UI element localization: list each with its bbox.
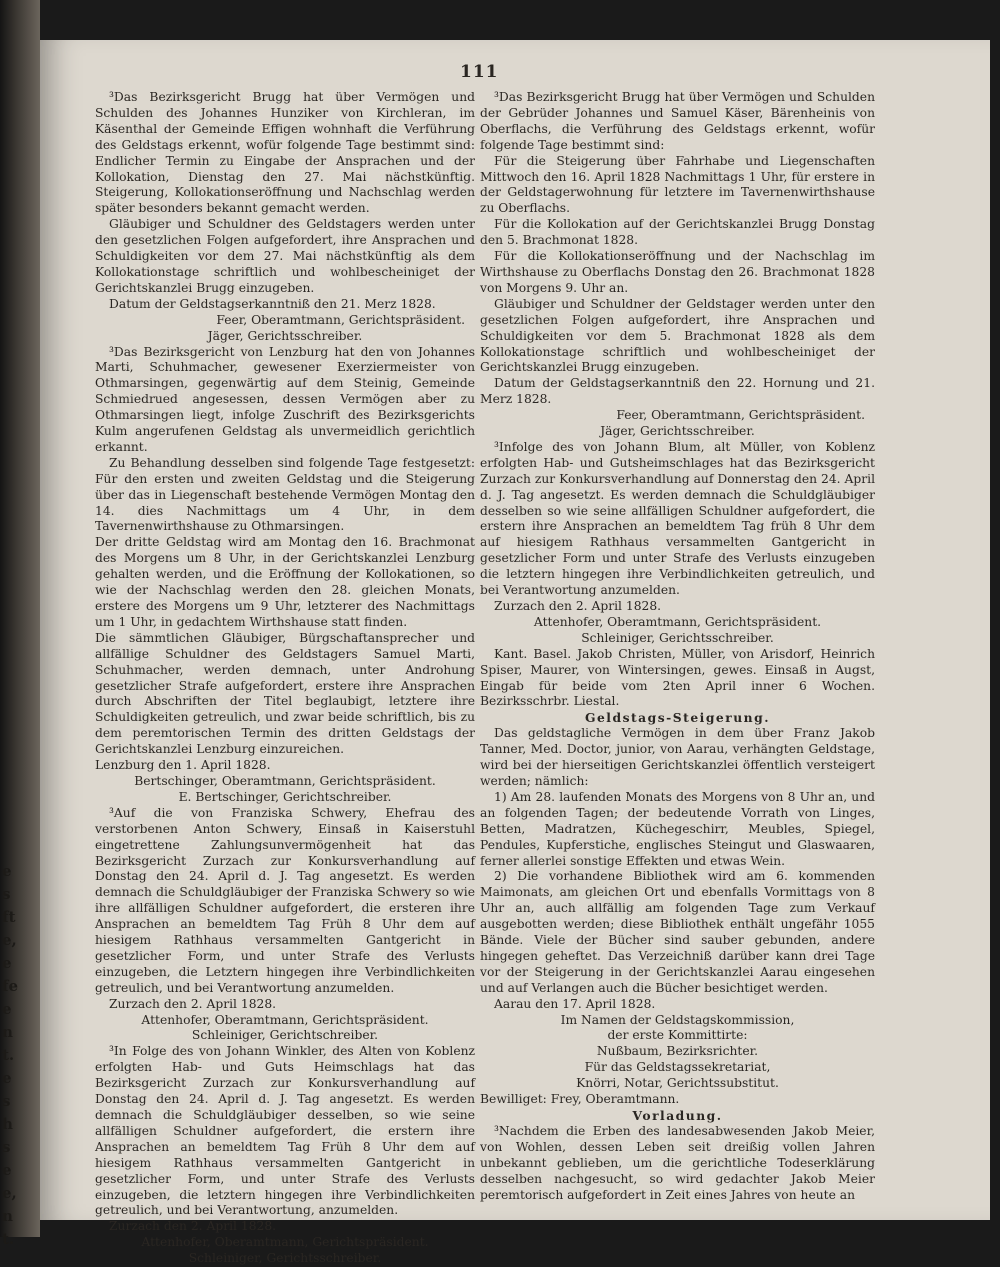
notice-paragraph: ³Das Bezirksgericht Brugg hat über Vermögen und Schulden des Johannes Hunziker von Kirchleran, im Käsenthal der Gemeinde Effigen wohnhaft die Verführung des Geldstags erkennt, wofür folgende Tage bestimmt sind: Endlicher Termin zu Eingabe der Ansprachen und der Kollokation, Dienstag den 27. Mai nächstkünftig. Steigerung, Kollokationseröffnung und Nachschlag werden später besonders bekannt gemacht werden. [95,90,475,216]
gutter-mark: e [2,954,12,972]
notice-date: Aarau den 17. April 1828. [494,996,656,1011]
notice-date: Zurzach den 2. April 1828. [109,1219,277,1234]
gutter-mark: t. [2,1046,15,1064]
notice-paragraph: ³Nachdem die Erben des landesabwesenden Jakob Meier, von Wohlen, dessen Leben seit dreißig vollen Jahren unbekannt geblieben, um die gerichtliche Todeserklärung desselben nachgesucht, so wird gedachter Jakob Meier peremtorisch aufgefordert in Zeit eines Jahres von heute an [480,1123,875,1202]
gutter-fragments [2,860,32,1251]
signature: Schleiniger, Gerichtsschreiber. [188,1251,382,1266]
notice-paragraph: ³In Folge des von Johann Winkler, des Alten von Koblenz erfolgten Hab- und Guts Heimschlags hat das Bezirksgericht Zurzach zur Konkursverhandlung auf Donstag den 24. April d. J. Tag angesetzt. Es werden demnach die Schuldgläubiger desselben, so wie seine allfälligen Schuldner aufgefordert, die erstern ihre Ansprachen an bemeldtem Tag Früh 8 Uhr dem auf hiesigem Rathhaus versammelten Gantgericht in gesetzlicher Form, und unter Strafe des Verlusts einzugeben, die letztern hingegen ihre Verbindlichkeiten getreulich, und bei Verantwortung, anzumelden. [95,1044,475,1218]
page-number: 111 [460,62,499,82]
signature: Im Namen der Geldstagskommission, [560,1012,795,1027]
notice-paragraph: 1) Am 28. laufenden Monats des Morgens von 8 Uhr an, und an folgenden Tagen; der bedeutende Vorrath von Linges, Betten, Madratzen, Küchegeschirr, Meubles, Spiegel, Pendules, Kupferstiche, englisches Steingut und Glaswaaren, ferner allerlei sonstige Effekten und etwas Wein. [480,789,875,868]
notice-paragraph: Zu Behandlung desselben sind folgende Tage festgesetzt: Für den ersten und zweiten Geldstag und die Steigerung über das in Liegenschaft bestehende Vermögen Montag den 14. dies Nachmittags um 4 Uhr, in dem Tavernenwirthshause zu Othmarsingen. [95,455,475,534]
signature: Schleiniger, Gerichtschreiber. [191,1028,379,1043]
notice-date: Zurzach den 2. April 1828. [494,599,662,613]
notice-paragraph: Für die Kollokationseröffnung und der Nachschlag im Wirthshause zu Oberflachs Donstag den 26. Brachmonat 1828 von Morgens 9. Uhr an. [480,249,875,295]
notice-paragraph: ³Das Bezirksgericht von Lenzburg hat den von Johannes Marti, Schuhmacher, gewesener Exerziermeister von Othmarsingen, gegenwärtig auf dem Steinig, Gemeinde Schmiedrued angesessen, dessen Vermögen aber zu Othmarsingen liegt, infolge Zuschrift des Bezirksgerichts Kulm angerufenen Geldstag als unvermeidlich gerichtlich erkannt. [95,344,475,454]
notice-date: Lenzburg den 1. April 1828. [95,758,271,773]
left-column [95,90,475,1267]
notice-paragraph: Für die Kollokation auf der Gerichtskanzlei Brugg Donstag den 5. Brachmonat 1828. [480,217,875,248]
gutter-mark: n [2,1207,13,1225]
gutter-mark: h [2,1115,13,1133]
newspaper-page [40,40,990,1266]
signature: Knörri, Notar, Gerichtssubstitut. [576,1076,779,1091]
notice-date: Zurzach den 2. April 1828. [109,996,277,1011]
gutter-mark: e [2,1069,12,1087]
notice-paragraph: Das geldstagliche Vermögen in dem über Franz Jakob Tanner, Med. Doctor, junior, von Aarau, verhängten Geldstage, wird bei der hierseitigen Gerichtskanzlei öffentlich versteigert werden; nämlich: [480,726,875,788]
gutter-mark: ft [2,908,16,926]
section-heading: Vorladung. [632,1108,723,1123]
signature: E. Bertschinger, Gerichtschreiber. [178,789,392,804]
notice-paragraph: ³Das Bezirksgericht Brugg hat über Vermögen und Schulden der Gebrüder Johannes und Samuel Käser, Bärenheinis von Oberflachs, die Verführung des Geldstags erkennt, wofür folgende Tage bestimmt sind: [480,90,875,152]
notice-paragraph: Gläubiger und Schuldner des Geldstagers werden unter den gesetzlichen Folgen aufgefordert, ihre Ansprachen und Schuldigkeiten vor dem 27. Mai nächstkünftig als dem Kollokationstage schriftlich und wohlbescheiniget der Gerichtskanzlei Brugg einzugeben. [95,217,475,295]
gutter-mark: s [2,885,11,903]
notice-paragraph: Gläubiger und Schuldner der Geldstager werden unter den gesetzlichen Folgen aufgefordert, ihre Ansprachen und Schuldigkeiten vor dem 5. Brachmonat 1828 als dem Kollokationstage schriftlich und wohlbescheiniget der Gerichtskanzlei Brugg einzugeben. [480,296,875,375]
notice-paragraph: 2) Die vorhandene Bibliothek wird am 6. kommenden Maimonats, am gleichen Ort und ebenfalls Vormittags von 8 Uhr an, auch allfällig am folgenden Tage zum Verkauf ausgebotten werden; diese Bibliothek enthält ungefähr 1055 Bände. Viele der Bücher sind sauber gebunden, andere hingegen geheftet. Das Verzeichniß darüber kann drei Tage vor der Steigerung in der Gerichtskanzlei Aarau eingesehen und auf Verlangen auch die Bücher besichtiget werden. [480,869,875,995]
notice-paragraph: ³Auf die von Franziska Schwery, Ehefrau des verstorbenen Anton Schwery, Einsaß in Kaiserstuhl eingetrettene Zahlungsunvermögenheit hat das Bezirksgericht Zurzach zur Konkursverhandlung auf Donstag den 24. April d. J. Tag angesetzt. Es werden demnach die Schuldgläubiger der Franziska Schwery so wie ihre allfälligen Schuldner aufgefordert, die ersteren ihre Ansprachen an bemeldtem Tag Früh 8 Uhr dem auf hiesigem Rathhaus versammelten Gantgericht in gesetzlicher Form, und unter Strafe des Verlusts einzugeben, die Letztern hingegen ihre Verbindlichkeiten getreulich, und bei Verantwortung anzumelden. [95,805,475,995]
book-gutter [0,0,40,1248]
signature: Attenhofer, Oberamtmann, Gerichtspräsident. [141,1235,429,1250]
gutter-mark: e, [2,931,17,949]
gutter-mark: e [2,1000,12,1018]
gutter-mark: e, [2,1184,17,1202]
signature: Feer, Oberamtmann, Gerichtspräsident. [216,312,465,327]
right-column [480,90,875,1203]
gutter-mark: n [2,1023,13,1041]
gutter-mark: s [2,1138,11,1156]
gutter-mark: t. [2,1230,15,1248]
section-heading: Geldstags-Steigerung. [584,710,770,726]
signature: Bertschinger, Oberamtmann, Gerichtspräsident. [134,773,436,788]
notice-paragraph: ³Infolge des von Johann Blum, alt Müller, von Koblenz erfolgten Hab- und Gutsheimschlages hat das Bezirksgericht Zurzach zur Konkursverhandlung auf Donnerstag den 24. April d. J. Tag angesetzt. Es werden demnach die Schuldgläubiger desselben so wie seine allfälligen Schuldner aufgefordert, die erstern ihre Ansprachen an bemeldtem Tag früh 8 Uhr dem auf hiesigem Rathhaus versammelten Gantgericht in gesetzlicher Form und unter Strafe des Verlusts einzugeben die letztern hingegen ihre Verbindlichkeiten getreulich, und bei Verantwortung anzumelden. [480,439,875,598]
notice-paragraph: Für die Steigerung über Fahrhabe und Liegenschaften Mittwoch den 16. April 1828 Nachmittags 1 Uhr, für erstere in der Geldstagerwohnung für letztere im Tavernenwirthshause zu Oberflachs. [480,153,875,216]
signature: Schleiniger, Gerichtsschreiber. [581,630,774,645]
notice-date: Datum der Geldstagserkanntniß den 21. Merz 1828. [109,296,436,311]
gutter-mark: fe [2,977,18,995]
notice-date: Datum der Geldstagserkanntniß den 22. Hornung und 21. Merz 1828. [480,376,875,407]
signature: Feer, Oberamtmann, Gerichtspräsident. [616,408,865,423]
gutter-mark: e [2,862,12,880]
signature: Nußbaum, Bezirksrichter. [596,1044,759,1059]
signature: Attenhofer, Oberamtmann, Gerichtspräsident. [141,1012,429,1027]
notice-paragraph: Die sämmtlichen Gläubiger, Bürgschaftansprecher und allfällige Schuldner des Geldstagers Samuel Marti, Schuhmacher, werden demnach, unter Androhung gesetzlicher Strafe aufgefordert, erstere ihre Ansprachen durch Abschriften der Titel beglaubigt, letztere ihre Schuldigkeiten getreulich, und zwar beide schriftlich, bis zu dem peremtorischen Termin des dritten Geldstags der Gerichtskanzlei Lenzburg einzureichen. [95,630,475,757]
gutter-mark: e [2,1161,12,1179]
signature: Jäger, Gerichtsschreiber. [207,328,363,343]
notice-paragraph: Kant. Basel. Jakob Christen, Müller, von Arisdorf, Heinrich Spiser, Maurer, von Wintersingen, gewes. Einsaß in Augst, Eingab für beide vom 2ten April inner 6 Wochen. Bezirksschrbr. Liestal. [480,646,875,709]
signature: Attenhofer, Oberamtmann, Gerichtspräsident. [533,614,822,629]
gutter-mark: s [2,1092,11,1110]
signature: der erste Kommittirte: [607,1028,748,1043]
signature: Für das Geldstagssekretariat, [584,1060,771,1075]
signature: Jäger, Gerichtsschreiber. [600,424,755,439]
notice-paragraph: Der dritte Geldstag wird am Montag den 16. Brachmonat des Morgens um 8 Uhr, in der Gerichtskanzlei Lenzburg gehalten werden, und die Eröffnung der Kollokationen, so wie der Nachschlag werden den 28. gleichen Monats, erstere des Morgens um 9 Uhr, letzterer des Nachmittags um 1 Uhr, in gedachtem Wirthshause statt finden. [95,535,475,629]
approval-line: Bewilliget: Frey, Oberamtmann. [480,1092,680,1107]
